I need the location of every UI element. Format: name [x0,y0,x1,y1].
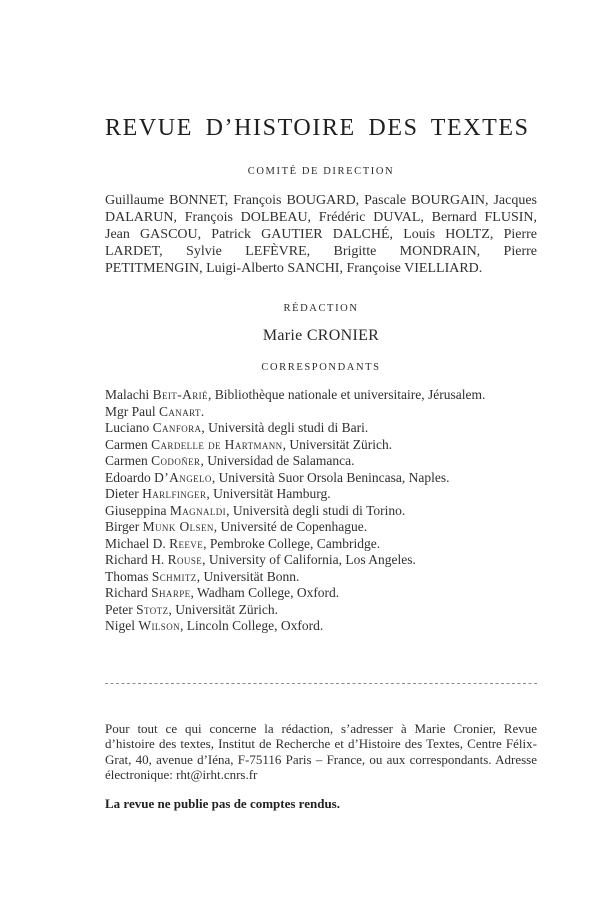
correspondent-given: Richard [105,585,152,601]
correspondent-affiliation: , Université de Copenhague. [213,519,368,535]
correspondent-entry [105,585,537,602]
correspondent-affiliation: , Universität Zürich. [282,436,393,452]
dashed-divider [105,683,537,684]
section-heading-correspondants: CORRESPONDANTS [261,362,381,374]
correspondent-given: Giuseppina [105,502,170,518]
correspondent-entry [105,387,537,404]
correspondent-entry [105,486,537,503]
correspondent-surname: Schmitz [151,568,197,584]
correspondent-given: Dieter [105,486,143,502]
correspondent-surname: Cardelle de Hartmann [151,436,283,452]
correspondent-entry [105,519,537,536]
correspondent-given: Luciano [105,420,153,436]
correspondent-given: Carmen [105,436,152,452]
correspondent-entry [105,420,537,437]
page-title: REVUE D’HISTOIRE DES TEXTES [105,115,530,142]
correspondent-entry [105,536,537,553]
correspondent-affiliation: , University of California, Los Angeles. [202,552,416,568]
no-reviews-note: La revue ne publie pas de comptes rendus. [105,795,340,811]
correspondent-surname: Beit-Arié [152,387,208,403]
correspondent-surname: Codoñer [151,453,201,469]
correspondent-affiliation: , Universität Bonn. [196,568,300,584]
correspondent-affiliation: , Universidad de Salamanca. [200,453,355,469]
committee-members: Guillaume BONNET, François BOUGARD, Pascale BOURGAIN, Jacques DALARUN, François DOLBEAU, Frédéric DUVAL, Bernard FLUSIN, Jean GASCOU, Patrick GAUTIER DALCHÉ, Louis HOLTZ, Pierre LARDET, Sylvie LEFÈVRE, Brigitte MONDRAIN, Pierre PETITMENGIN, Luigi-Alberto SANCHI, Françoise VIELLIARD. [105,193,537,277]
correspondent-surname: D’Angelo [154,469,212,485]
correspondent-surname: Rouse [167,552,203,568]
correspondent-given: Birger [105,519,143,535]
correspondent-entry [105,453,537,470]
contact-paragraph: Pour tout ce qui concerne la rédaction, s’adresser à Marie Cronier, Revue d’histoire des textes, Institut de Recherche et d’Histoire des Textes, Centre Félix-Grat, 40, avenue d’Iéna, F-75116 Paris – France, ou aux correspondants. Adresse électronique: rht@irht.cnrs.fr [105,720,537,783]
correspondent-entry [105,503,537,520]
correspondent-affiliation: , Lincoln College, Oxford. [180,618,324,634]
correspondent-entry [105,552,537,569]
correspondent-entry [105,404,537,421]
correspondent-given: Richard H. [105,552,168,568]
section-heading-direction: COMITÉ DE DIRECTION [247,166,395,178]
correspondent-affiliation: , Università degli studi di Torino. [226,502,406,518]
correspondent-given: Peter [105,601,137,617]
correspondent-surname: Reeve [169,535,204,551]
correspondent-surname: Munk Olsen [142,519,214,535]
correspondent-entry [105,470,537,487]
correspondent-affiliation: . [200,403,205,419]
correspondent-surname: Wilson [138,618,181,634]
correspondent-surname: Sharpe [151,585,191,601]
correspondent-surname: Stotz [136,601,169,617]
correspondent-given: Carmen [105,453,152,469]
editor-name: Marie CRONIER [262,327,380,345]
correspondents-list [105,387,537,635]
correspondent-affiliation: , Università degli studi di Bari. [201,420,369,436]
section-heading-redaction: RÉDACTION [283,303,359,315]
correspondent-given: Malachi [105,387,153,403]
text-block [105,0,537,812]
correspondent-affiliation: , Pembroke College, Cambridge. [203,535,381,551]
correspondent-affiliation: , Universität Hamburg. [206,486,331,502]
correspondent-entry [105,569,537,586]
correspondent-surname: Magnaldi [169,502,227,518]
correspondent-given: Thomas [105,568,152,584]
correspondent-given: Mgr Paul [105,403,159,419]
correspondent-entry [105,602,537,619]
correspondent-affiliation: , Universität Zürich. [168,601,278,617]
correspondent-given: Edoardo [105,469,155,485]
correspondent-affiliation: , Università Suor Orsola Benincasa, Naples. [211,469,450,485]
correspondent-entry [105,618,537,635]
correspondent-surname: Canart [159,403,201,419]
correspondent-given: Nigel [105,618,139,634]
correspondent-affiliation: , Bibliothèque nationale et universitaire, Jérusalem. [207,387,486,403]
correspondent-surname: Canfora [152,420,202,436]
correspondent-given: Michael D. [105,535,170,551]
correspondent-surname: Harlfinger [142,486,207,502]
correspondent-entry [105,437,537,454]
correspondent-affiliation: , Wadham College, Oxford. [190,585,340,601]
